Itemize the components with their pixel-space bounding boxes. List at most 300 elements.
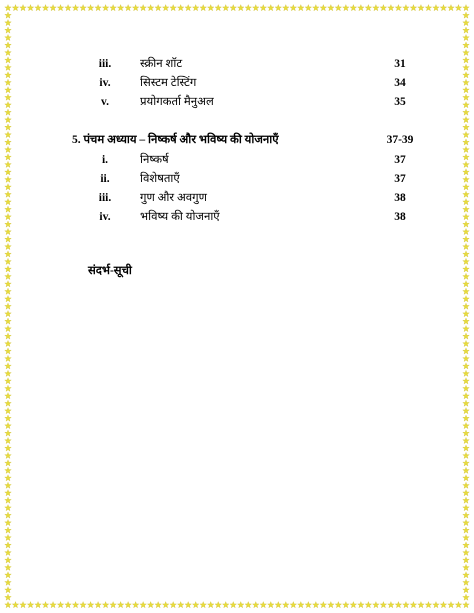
- star-icon: [185, 5, 191, 11]
- toc-item-title: विशेषताएँ: [140, 173, 180, 185]
- toc-item-page: 34: [394, 77, 406, 89]
- star-icon: [455, 5, 461, 11]
- star-icon: [463, 176, 469, 182]
- star-icon: [403, 602, 409, 608]
- star-icon: [463, 79, 469, 85]
- star-icon: [5, 467, 11, 473]
- star-icon: [373, 602, 379, 608]
- star-icon: [463, 49, 469, 55]
- star-icon: [177, 602, 183, 608]
- star-icon: [335, 5, 341, 11]
- star-icon: [260, 602, 266, 608]
- star-icon: [463, 20, 469, 26]
- star-icon: [155, 5, 161, 11]
- star-icon: [358, 5, 364, 11]
- star-icon: [463, 64, 469, 70]
- star-icon: [313, 5, 319, 11]
- star-icon: [463, 117, 469, 123]
- toc-item-title: स्क्रीन शॉट: [140, 58, 183, 70]
- star-icon: [5, 79, 11, 85]
- star-icon: [5, 437, 11, 443]
- toc-item-title: गुण और अवगुण: [140, 192, 207, 204]
- star-icon: [253, 602, 259, 608]
- star-icon: [5, 303, 11, 309]
- star-icon: [463, 452, 469, 458]
- star-icon: [463, 273, 469, 279]
- star-icon: [50, 602, 56, 608]
- toc-item-page: 37: [394, 173, 406, 185]
- star-icon: [365, 602, 371, 608]
- star-icon: [5, 5, 11, 11]
- star-icon: [238, 602, 244, 608]
- star-icon: [5, 72, 11, 78]
- star-icon: [463, 184, 469, 190]
- star-icon: [373, 5, 379, 11]
- star-icon: [463, 460, 469, 466]
- star-icon: [440, 602, 446, 608]
- star-icon: [463, 12, 469, 18]
- star-icon: [5, 131, 11, 137]
- star-icon: [463, 221, 469, 227]
- star-icon: [132, 602, 138, 608]
- star-icon: [5, 393, 11, 399]
- star-icon: [207, 5, 213, 11]
- star-icon: [5, 161, 11, 167]
- star-icon: [463, 355, 469, 361]
- star-icon: [350, 602, 356, 608]
- star-icon: [5, 258, 11, 264]
- star-icon: [395, 602, 401, 608]
- star-icon: [463, 72, 469, 78]
- star-icon: [463, 542, 469, 548]
- star-icon: [5, 497, 11, 503]
- star-icon: [5, 385, 11, 391]
- star-icon: [57, 602, 63, 608]
- star-icon: [380, 602, 386, 608]
- star-icon: [5, 579, 11, 585]
- star-icon: [403, 5, 409, 11]
- star-icon: [5, 587, 11, 593]
- star-icon: [463, 236, 469, 242]
- star-icon: [5, 594, 11, 600]
- star-icon: [95, 5, 101, 11]
- star-icon: [463, 243, 469, 249]
- star-icon: [463, 467, 469, 473]
- star-icon: [275, 5, 281, 11]
- star-icon: [448, 602, 454, 608]
- toc-item-number: iv.: [99, 77, 111, 89]
- star-icon: [463, 557, 469, 563]
- star-icon: [5, 415, 11, 421]
- star-icon: [305, 602, 311, 608]
- star-icon: [298, 602, 304, 608]
- star-icon: [463, 587, 469, 593]
- star-icon: [463, 161, 469, 167]
- star-icon: [5, 475, 11, 481]
- star-icon: [463, 169, 469, 175]
- star-icon: [463, 505, 469, 511]
- star-icon: [5, 214, 11, 220]
- star-icon: [5, 340, 11, 346]
- star-icon: [5, 146, 11, 152]
- star-icon: [463, 27, 469, 33]
- toc-item-page: 38: [394, 192, 406, 204]
- star-icon: [5, 27, 11, 33]
- star-icon: [463, 534, 469, 540]
- star-icon: [162, 602, 168, 608]
- star-icon: [65, 5, 71, 11]
- star-icon: [463, 296, 469, 302]
- star-icon: [5, 266, 11, 272]
- star-icon: [463, 602, 469, 608]
- star-icon: [5, 117, 11, 123]
- star-icon: [268, 5, 274, 11]
- toc-item-title: सिस्टम टेस्टिंग: [140, 77, 197, 89]
- star-icon: [463, 288, 469, 294]
- star-icon: [5, 12, 11, 18]
- star-icon: [5, 124, 11, 130]
- star-icon: [5, 42, 11, 48]
- star-icon: [418, 602, 424, 608]
- star-icon: [12, 5, 18, 11]
- star-icon: [20, 5, 26, 11]
- star-icon: [268, 602, 274, 608]
- star-icon: [388, 602, 394, 608]
- toc-item-page: 31: [394, 58, 406, 70]
- star-icon: [463, 340, 469, 346]
- star-icon: [5, 139, 11, 145]
- star-icon: [5, 154, 11, 160]
- star-icon: [5, 296, 11, 302]
- toc-item-title: प्रयोगकर्ता मैनुअल: [140, 96, 214, 108]
- star-icon: [410, 602, 416, 608]
- toc-item-title: निष्कर्ष: [140, 154, 169, 166]
- star-icon: [5, 527, 11, 533]
- star-icon: [463, 333, 469, 339]
- star-icon: [463, 512, 469, 518]
- star-icon: [5, 199, 11, 205]
- star-icon: [5, 400, 11, 406]
- star-icon: [170, 602, 176, 608]
- star-icon: [335, 602, 341, 608]
- star-icon: [185, 602, 191, 608]
- star-icon: [365, 5, 371, 11]
- star-icon: [440, 5, 446, 11]
- star-icon: [290, 602, 296, 608]
- star-icon: [358, 602, 364, 608]
- star-icon: [50, 5, 56, 11]
- star-icon: [42, 5, 48, 11]
- star-icon: [463, 475, 469, 481]
- star-icon: [5, 318, 11, 324]
- star-icon: [305, 5, 311, 11]
- star-icon: [117, 602, 123, 608]
- star-icon: [5, 542, 11, 548]
- star-icon: [5, 281, 11, 287]
- toc-item-page: 38: [394, 211, 406, 223]
- star-icon: [223, 5, 229, 11]
- star-icon: [80, 5, 86, 11]
- star-icon: [5, 512, 11, 518]
- star-icon: [448, 5, 454, 11]
- star-icon: [328, 602, 334, 608]
- star-icon: [463, 325, 469, 331]
- star-icon: [207, 602, 213, 608]
- star-icon: [5, 288, 11, 294]
- toc-item-number: ii.: [100, 173, 110, 185]
- star-icon: [5, 325, 11, 331]
- star-icon: [215, 602, 221, 608]
- star-icon: [5, 534, 11, 540]
- star-icon: [463, 348, 469, 354]
- star-icon: [283, 5, 289, 11]
- star-icon: [463, 437, 469, 443]
- star-icon: [5, 191, 11, 197]
- star-icon: [463, 385, 469, 391]
- star-icon: [80, 602, 86, 608]
- star-icon: [5, 243, 11, 249]
- star-icon: [5, 452, 11, 458]
- star-icon: [388, 5, 394, 11]
- star-icon: [200, 602, 206, 608]
- star-icon: [5, 549, 11, 555]
- star-icon: [425, 5, 431, 11]
- chapter-heading: 5. पंचम अध्याय – निष्कर्ष और भविष्य की योजनाएँ: [72, 134, 279, 146]
- star-icon: [110, 602, 116, 608]
- star-icon: [463, 281, 469, 287]
- star-icon: [230, 602, 236, 608]
- toc-item-page: 37: [394, 154, 406, 166]
- star-icon: [463, 87, 469, 93]
- star-icon: [463, 497, 469, 503]
- star-icon: [72, 602, 78, 608]
- star-icon: [418, 5, 424, 11]
- star-icon: [27, 5, 33, 11]
- star-icon: [27, 602, 33, 608]
- toc-item-title: भविष्य की योजनाएँ: [140, 211, 220, 223]
- star-icon: [260, 5, 266, 11]
- star-icon: [463, 42, 469, 48]
- star-icon: [463, 5, 469, 11]
- star-icon: [313, 602, 319, 608]
- star-icon: [463, 199, 469, 205]
- star-icon: [5, 94, 11, 100]
- star-icon: [132, 5, 138, 11]
- star-icon: [102, 602, 108, 608]
- star-icon: [5, 408, 11, 414]
- star-icon: [5, 355, 11, 361]
- star-icon: [5, 557, 11, 563]
- star-icon: [463, 94, 469, 100]
- star-icon: [283, 602, 289, 608]
- star-icon: [425, 602, 431, 608]
- star-icon: [5, 564, 11, 570]
- star-icon: [65, 602, 71, 608]
- star-icon: [463, 34, 469, 40]
- star-icon: [290, 5, 296, 11]
- star-icon: [463, 124, 469, 130]
- star-icon: [42, 602, 48, 608]
- toc-item-number: iv.: [99, 211, 111, 223]
- star-icon: [110, 5, 116, 11]
- star-icon: [230, 5, 236, 11]
- star-icon: [463, 445, 469, 451]
- star-icon: [5, 602, 11, 608]
- star-icon: [463, 564, 469, 570]
- star-icon: [463, 131, 469, 137]
- star-icon: [463, 191, 469, 197]
- star-icon: [5, 102, 11, 108]
- star-icon: [87, 602, 93, 608]
- star-icon: [5, 348, 11, 354]
- chapter-page-range: 37-39: [386, 134, 414, 146]
- star-icon: [320, 602, 326, 608]
- star-icon: [463, 102, 469, 108]
- star-icon: [463, 408, 469, 414]
- star-icon: [463, 549, 469, 555]
- star-icon: [35, 5, 41, 11]
- star-icon: [463, 311, 469, 317]
- star-icon: [328, 5, 334, 11]
- star-icon: [5, 206, 11, 212]
- star-icon: [5, 34, 11, 40]
- star-icon: [463, 109, 469, 115]
- star-icon: [5, 370, 11, 376]
- star-icon: [463, 482, 469, 488]
- star-icon: [433, 5, 439, 11]
- star-icon: [463, 579, 469, 585]
- star-icon: [215, 5, 221, 11]
- star-icon: [245, 602, 251, 608]
- star-icon: [245, 5, 251, 11]
- star-icon: [125, 5, 131, 11]
- star-icon: [5, 57, 11, 63]
- star-icon: [410, 5, 416, 11]
- star-icon: [463, 520, 469, 526]
- toc-item-number: i.: [101, 154, 109, 166]
- star-icon: [5, 520, 11, 526]
- star-icon: [463, 378, 469, 384]
- star-icon: [5, 64, 11, 70]
- star-icon: [5, 273, 11, 279]
- star-icon: [5, 423, 11, 429]
- star-icon: [200, 5, 206, 11]
- star-icon: [463, 423, 469, 429]
- star-icon: [5, 49, 11, 55]
- star-icon: [192, 5, 198, 11]
- star-icon: [320, 5, 326, 11]
- star-icon: [5, 251, 11, 257]
- star-icon: [5, 236, 11, 242]
- star-icon: [5, 333, 11, 339]
- star-icon: [463, 57, 469, 63]
- star-icon: [57, 5, 63, 11]
- star-icon: [177, 5, 183, 11]
- star-icon: [117, 5, 123, 11]
- star-icon: [5, 87, 11, 93]
- star-icon: [5, 228, 11, 234]
- star-icon: [5, 445, 11, 451]
- star-icon: [463, 139, 469, 145]
- star-icon: [433, 602, 439, 608]
- star-icon: [463, 370, 469, 376]
- toc-item-number: iii.: [98, 58, 112, 70]
- toc-item-number: v.: [101, 96, 109, 108]
- star-icon: [275, 602, 281, 608]
- star-icon: [12, 602, 18, 608]
- star-icon: [147, 602, 153, 608]
- star-icon: [463, 146, 469, 152]
- star-icon: [147, 5, 153, 11]
- star-icon: [463, 415, 469, 421]
- star-icon: [140, 602, 146, 608]
- star-icon: [463, 363, 469, 369]
- star-icon: [463, 490, 469, 496]
- star-icon: [5, 430, 11, 436]
- star-icon: [5, 176, 11, 182]
- star-icon: [463, 318, 469, 324]
- star-icon: [87, 5, 93, 11]
- star-icon: [125, 602, 131, 608]
- star-icon: [463, 430, 469, 436]
- star-icon: [5, 378, 11, 384]
- star-icon: [380, 5, 386, 11]
- toc-item-page: 35: [394, 96, 406, 108]
- star-icon: [463, 393, 469, 399]
- star-icon: [20, 602, 26, 608]
- star-icon: [5, 490, 11, 496]
- star-icon: [455, 602, 461, 608]
- star-icon: [253, 5, 259, 11]
- star-icon: [463, 527, 469, 533]
- star-icon: [35, 602, 41, 608]
- star-icon: [170, 5, 176, 11]
- star-icon: [192, 602, 198, 608]
- star-icon: [5, 363, 11, 369]
- star-icon: [463, 594, 469, 600]
- star-icon: [5, 572, 11, 578]
- star-icon: [463, 572, 469, 578]
- star-icon: [5, 482, 11, 488]
- star-icon: [5, 460, 11, 466]
- star-icon: [463, 228, 469, 234]
- star-icon: [463, 258, 469, 264]
- references-heading: संदर्भ-सूची: [88, 265, 132, 277]
- star-icon: [223, 602, 229, 608]
- star-icon: [463, 303, 469, 309]
- star-icon: [72, 5, 78, 11]
- star-icon: [5, 184, 11, 190]
- star-icon: [5, 221, 11, 227]
- star-icon: [5, 505, 11, 511]
- toc-item-number: iii.: [98, 192, 112, 204]
- star-icon: [140, 5, 146, 11]
- star-icon: [463, 266, 469, 272]
- star-icon: [463, 214, 469, 220]
- star-icon: [463, 154, 469, 160]
- star-icon: [463, 206, 469, 212]
- star-icon: [395, 5, 401, 11]
- star-icon: [343, 5, 349, 11]
- star-icon: [463, 400, 469, 406]
- star-icon: [5, 311, 11, 317]
- star-icon: [155, 602, 161, 608]
- star-icon: [95, 602, 101, 608]
- star-icon: [162, 5, 168, 11]
- star-icon: [5, 109, 11, 115]
- star-icon: [5, 169, 11, 175]
- star-icon: [343, 602, 349, 608]
